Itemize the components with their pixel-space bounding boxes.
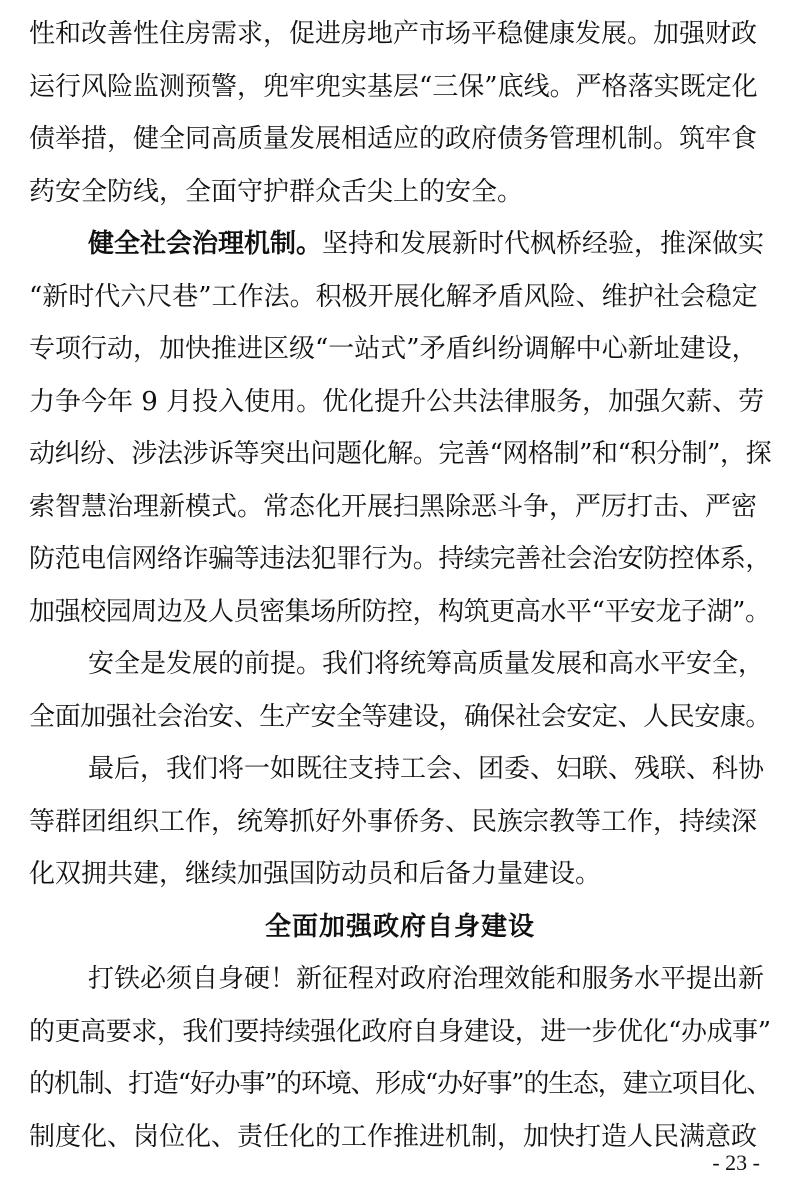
paragraph-first-line: 安全是发展的前提。我们将统筹高质量发展和高水平安全，	[88, 649, 765, 679]
paragraph-line: 化双拥共建，继续加强国防动员和后备力量建设。	[29, 859, 602, 889]
paragraph-line: 动纠纷、涉法涉诉等突出问题化解。完善“网格制”和“积分制”，探	[29, 439, 772, 469]
paragraph-line: 的更高要求，我们要持续强化政府自身建设，进一步优化“办成事”	[29, 1016, 771, 1047]
paragraph-line: 的机制、打造“好办事”的环境、形成“办好事”的生态，建立项目化、	[29, 1069, 772, 1099]
paragraph-line: 全面加强社会治安、生产安全等建设，确保社会安定、人民安康。	[29, 701, 772, 732]
paragraph-line: 索智慧治理新模式。常态化开展扫黑除恶斗争，严厉打击、严密	[29, 491, 758, 522]
paragraph-line: 债举措，健全同高质量发展相适应的政府债务管理机制。筑牢食	[29, 124, 758, 154]
paragraph-line: 药安全防线，全面守护群众舌尖上的安全。	[29, 176, 524, 207]
paragraph-line: “新时代六尺巷”工作法。积极开展化解矛盾风险、维护社会稳定	[29, 281, 758, 312]
paragraph-line: 运行风险监测预警，兜牢兜实基层“三保”底线。严格落实既定化	[29, 71, 758, 102]
paragraph-line: 力争今年 9 月投入使用。优化提升公共法律服务，加强欠薪、劳	[29, 386, 765, 417]
paragraph-line: 制度化、岗位化、责任化的工作推进机制，加快打造人民满意政	[29, 1121, 758, 1152]
paragraph-line: 加强校园周边及人员密集场所防控，构筑更高水平“平安龙子湖”。	[29, 596, 771, 627]
paragraph-first-line	[88, 222, 771, 266]
paragraph-text: 坚持和发展新时代枫桥经验，推深做实	[322, 229, 765, 259]
paragraph-first-line: 打铁必须自身硬！新征程对政府治理效能和服务水平提出新	[88, 964, 765, 994]
paragraph-line: 等群团组织工作，统筹抓好外事侨务、民族宗教等工作，持续深	[29, 806, 758, 837]
paragraph-line: 专项行动，加快推进区级“一站式”矛盾纠纷调解中心新址建设，	[29, 334, 758, 364]
paragraph-line: 性和改善性住房需求，促进房地产市场平稳健康发展。加强财政	[29, 19, 758, 49]
paragraph-line: 防范电信网络诈骗等违法犯罪行为。持续完善社会治安防控体系，	[29, 544, 772, 574]
paragraph-first-line: 最后，我们将一如既往支持工会、团委、妇联、残联、科协	[88, 754, 765, 784]
page-number: - 23 -	[712, 1150, 760, 1175]
section-heading: 全面加强政府自身建设	[264, 911, 535, 942]
paragraph-bold-lead: 健全社会治理机制。	[88, 229, 323, 259]
